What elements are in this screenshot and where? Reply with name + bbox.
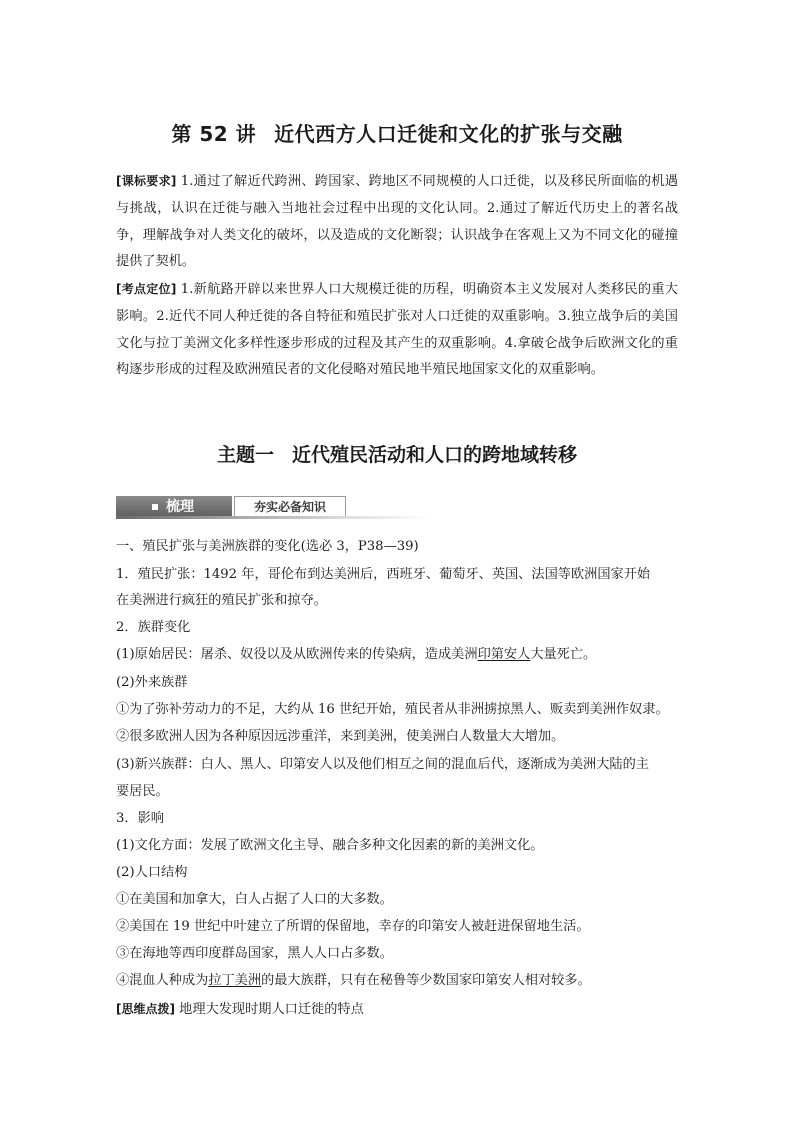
lecture-name: 近代西方人口迁徙和文化的扩张与交融 <box>274 122 623 146</box>
item3-2-d-text-before: ④混血人种成为 <box>116 973 209 988</box>
item2-2-b: ②很多欧洲人因为各种原因远涉重洋，来到美洲，使美洲白人数量大大增加。 <box>116 729 565 744</box>
item2-1-underlined: 印第安人 <box>477 647 531 662</box>
curriculum-requirements <box>116 168 678 276</box>
exam-points <box>116 276 678 384</box>
item2-heading: 2．族群变化 <box>116 620 191 635</box>
item2-2-heading: (2)外来族群 <box>116 675 188 690</box>
item3-2-d-text-after: 的最大族群，只有在秘鲁等少数国家印第安人相对较多。 <box>261 973 591 988</box>
section1-heading: 一、殖民扩张与美洲族群的变化(选必 3，P38—39) <box>116 539 419 554</box>
item2-2-a: ①为了弥补劳动力的不足，大约从 16 世纪开始，殖民者从非洲掳掠黑人、贩卖到美洲作奴隶。 <box>116 702 669 717</box>
item2-1-text-before: (1)原始居民：屠杀、奴役以及从欧洲传来的传染病，造成美洲 <box>116 647 478 662</box>
requirements-text: 1.通过了解近代跨洲、跨国家、跨地区不同规模的人口迁徙，以及移民所面临的机遇与挑战，认识在迁徙与融入当地社会过程中出现的文化认同。2.通过了解近代历史上的著名战争，理解战争对人类文化的破坏，以及造成的文化断裂；认识战争在客观上又为不同文化的碰撞提供了契机。 <box>116 174 678 270</box>
lecture-title <box>0 118 794 147</box>
topic-title <box>0 440 794 467</box>
item3-2-d-underlined: 拉丁美洲 <box>208 973 262 988</box>
item3-heading: 3．影响 <box>116 811 164 826</box>
thinking-tip <box>116 999 686 1020</box>
exam-points-text: 1.新航路开辟以来世界人口大规模迁徙的历程，明确资本主义发展对人类移民的重大影响。2.近代不同人种迁徙的各自特征和殖民扩张对人口迁徙的双重影响。3.独立战争后的美国文化与拉丁美洲文化多样性逐步形成的过程及其产生的双重影响。4.拿破仑战争后欧洲文化的重构逐步形成的过程及欧洲殖民者的文化侵略对殖民地半殖民地国家文化的双重影响。 <box>116 282 678 378</box>
item2-1-text-after: 大量死亡。 <box>530 647 597 662</box>
item1-line1: 1．殖民扩张：1492 年，哥伦布到达美洲后，西班牙、葡萄牙、英国、法国等欧洲国家开始 <box>116 567 651 582</box>
thinking-tag: [思维点拨] <box>116 1002 175 1016</box>
item2-3-line2: 要居民。 <box>116 784 169 799</box>
item3-1: (1)文化方面：发展了欧洲文化主导、融合多种文化因素的新的美洲文化。 <box>116 838 544 853</box>
topic-name: 近代殖民活动和人口的跨地域转移 <box>292 444 578 466</box>
requirements-tag: [课标要求] <box>116 174 177 188</box>
item3-2-heading: (2)人口结构 <box>116 865 188 880</box>
exam-points-tag: [考点定位] <box>116 282 177 296</box>
item3-2-d <box>116 971 686 991</box>
banner-underline <box>116 516 430 519</box>
item2-1 <box>116 645 686 665</box>
item1-line2: 在美洲进行疯狂的殖民扩张和掠夺。 <box>116 593 327 608</box>
lecture-number: 第 52 讲 <box>171 122 257 146</box>
banner-dark-block <box>116 496 232 518</box>
item3-2-a: ①在美国和加拿大，白人占据了人口的大多数。 <box>116 892 393 907</box>
item3-2-b: ②美国在 19 世纪中叶建立了所谓的保留地，幸存的印第安人被赶进保留地生活。 <box>116 919 590 934</box>
topic-number: 主题一 <box>216 444 274 466</box>
section-banner <box>116 494 430 520</box>
square-bullet-icon <box>152 504 158 510</box>
banner-light-label: 夯实必备知识 <box>234 496 346 518</box>
thinking-text: 地理大发现时期人口迁徙的特点 <box>174 1002 364 1017</box>
banner-dark-label: 梳理 <box>166 499 194 515</box>
item2-3-line1: (3)新兴族群：白人、黑人、印第安人以及他们相互之间的混血后代，逐渐成为美洲大陆的主 <box>116 757 649 772</box>
item3-2-c: ③在海地等西印度群岛国家，黑人人口占多数。 <box>116 946 393 961</box>
